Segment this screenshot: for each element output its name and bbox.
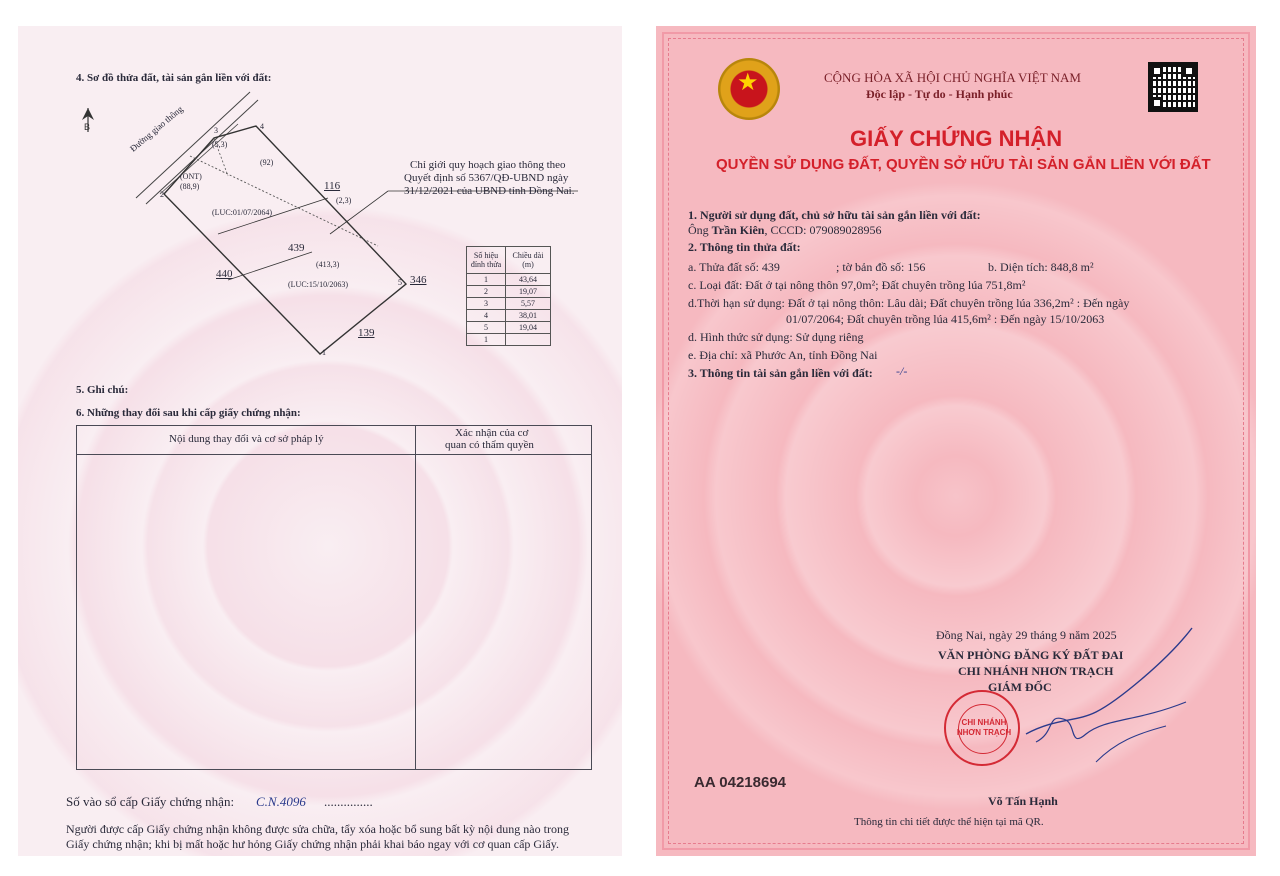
parcel-area: b. Diện tích: 848,8 m² bbox=[988, 260, 1094, 274]
usage-term-2: 01/07/2064; Đất chuyên trồng lúa 415,6m² : Đến ngày 15/10/2063 bbox=[786, 312, 1105, 326]
official-seal-icon bbox=[944, 690, 1020, 766]
table-row bbox=[467, 310, 551, 322]
length-cell: 19,07 bbox=[506, 286, 551, 298]
edge-length-table bbox=[466, 246, 551, 346]
usage-term-1: d.Thời hạn sử dụng: Đất ở tại nông thôn: Lâu dài; Đất chuyên trồng lúa 336,2m² : Đến ngày bbox=[688, 296, 1130, 310]
table-row bbox=[467, 334, 551, 346]
changes-col-content: Nội dung thay đổi và cơ sở pháp lý bbox=[169, 433, 324, 445]
planning-note-1: Chỉ giới quy hoạch giao thông theo bbox=[410, 159, 566, 171]
vertex-cell: 3 bbox=[467, 298, 506, 310]
owner-line bbox=[688, 223, 881, 238]
table-row bbox=[467, 286, 551, 298]
changes-heading: 6. Những thay đổi sau khi cấp giấy chứng nhận: bbox=[76, 407, 301, 419]
serial-number: AA 04218694 bbox=[694, 774, 787, 791]
warning-line-1: Người được cấp Giấy chứng nhận không được sửa chữa, tẩy xóa hoặc bổ sung bất kỳ nội dung nào trong bbox=[66, 822, 569, 836]
map-label-23: (2,3) bbox=[336, 196, 352, 205]
usage-form: d. Hình thức sử dụng: Sử dụng riêng bbox=[688, 330, 864, 344]
signer-name: Võ Tấn Hạnh bbox=[988, 794, 1058, 808]
qr-code-icon bbox=[1148, 62, 1198, 112]
nation-motto: Độc lập - Tự do - Hạnh phúc bbox=[866, 87, 1013, 101]
seal-text: CHI NHÁNH NHƠN TRẠCH bbox=[956, 718, 1012, 737]
changes-col-confirm-1: Xác nhận của cơ bbox=[455, 427, 529, 439]
table-row bbox=[467, 322, 551, 334]
planning-note-2: Quyết định số 5367/QĐ-UBND ngày bbox=[404, 172, 569, 184]
vertex-cell: 2 bbox=[467, 286, 506, 298]
table-row bbox=[467, 274, 551, 286]
map-label-439: 439 bbox=[288, 242, 305, 254]
vertex-4: 4 bbox=[260, 122, 264, 131]
address: e. Địa chỉ: xã Phước An, tỉnh Đồng Nai bbox=[688, 348, 878, 362]
map-label-346: 346 bbox=[410, 274, 427, 286]
section-2-heading: 2. Thông tin thửa đất: bbox=[688, 240, 801, 254]
map-label-92: (92) bbox=[260, 158, 274, 167]
length-cell: 19,04 bbox=[506, 322, 551, 334]
national-emblem-icon: ★ bbox=[718, 58, 780, 120]
certificate-front-page bbox=[656, 26, 1256, 856]
vertex-5: 5 bbox=[398, 278, 402, 287]
vertex-cell: 5 bbox=[467, 322, 506, 334]
parcel-number: a. Thửa đất số: 439 bbox=[688, 260, 780, 274]
owner-name: Trần Kiên bbox=[711, 223, 765, 237]
north-arrow-icon bbox=[82, 108, 94, 132]
length-cell: 5,57 bbox=[506, 298, 551, 310]
map-label-4133: (413,3) bbox=[316, 260, 340, 269]
map-label-116: 116 bbox=[324, 180, 341, 192]
qr-footer: Thông tin chi tiết được thể hiện tại mã QR. bbox=[854, 816, 1044, 828]
map-label-ont-area: (88,9) bbox=[180, 182, 200, 191]
owner-prefix: Ông bbox=[688, 223, 712, 237]
nation-name: CỘNG HÒA XÃ HỘI CHỦ NGHĨA VIỆT NAM bbox=[824, 70, 1081, 85]
vertex-2: 2 bbox=[160, 190, 164, 199]
vertex-cell: 1 bbox=[467, 274, 506, 286]
notes-heading: 5. Ghi chú: bbox=[76, 384, 129, 396]
certificate-subtitle: QUYỀN SỬ DỤNG ĐẤT, QUYỀN SỞ HỮU TÀI SẢN GẮN LIỀN VỚI ĐẤT bbox=[716, 156, 1211, 173]
map-label-luc1: (LUC:01/07/2064) bbox=[212, 208, 272, 217]
changes-table bbox=[76, 425, 592, 770]
office-name-1: VĂN PHÒNG ĐĂNG KÝ ĐẤT ĐAI bbox=[938, 648, 1124, 662]
map-label-luc2: (LUC:15/10/2063) bbox=[288, 280, 348, 289]
changes-col-confirm-2: quan có thẩm quyền bbox=[445, 439, 534, 451]
land-type: c. Loại đất: Đất ở tại nông thôn 97,0m²; Đất chuyên trồng lúa 751,8m² bbox=[688, 278, 1026, 292]
map-label-ont: (ONT) bbox=[180, 172, 202, 181]
svg-text:B: B bbox=[84, 122, 91, 132]
vertex-1: 1 bbox=[322, 348, 326, 357]
edge-table-header-length: Chiều dài (m) bbox=[506, 247, 551, 274]
section-1-heading: 1. Người sử dụng đất, chủ sở hữu tài sản gắn liền với đất: bbox=[688, 208, 981, 222]
vertex-cell: 1 bbox=[467, 334, 506, 346]
map-label-440: 440 bbox=[216, 268, 233, 280]
registry-value: C.N.4096 bbox=[256, 794, 306, 809]
director-title: GIÁM ĐỐC bbox=[988, 680, 1052, 694]
certificate-title: GIẤY CHỨNG NHẬN bbox=[850, 126, 1063, 151]
length-cell: 43,64 bbox=[506, 274, 551, 286]
planning-note-3: 31/12/2021 của UBND tỉnh Đồng Nai. bbox=[404, 185, 575, 197]
registry-dots: ............... bbox=[324, 794, 373, 809]
map-label-139: 139 bbox=[358, 327, 375, 339]
certificate-back-page bbox=[18, 26, 622, 856]
owner-id: , CCCD: 079089028956 bbox=[764, 223, 882, 237]
edge-table-header-vertex: Số hiệu đỉnh thửa bbox=[467, 247, 506, 274]
section-3-value: -/- bbox=[896, 364, 908, 378]
section-3-heading: 3. Thông tin tài sản gắn liền với đất: bbox=[688, 366, 873, 380]
vertex-3: 3 bbox=[214, 126, 218, 135]
registry-label: Số vào sổ cấp Giấy chứng nhận: bbox=[66, 794, 235, 809]
warning-line-2: Giấy chứng nhận; khi bị mất hoặc hư hỏng Giấy chứng nhận phải khai báo ngay với cơ quan cấp Giấy. bbox=[66, 837, 559, 851]
road-label: Đường giao thông bbox=[128, 103, 185, 154]
signature-icon bbox=[1016, 622, 1196, 772]
length-cell: 38,01 bbox=[506, 310, 551, 322]
table-row bbox=[467, 298, 551, 310]
vertex-cell: 4 bbox=[467, 310, 506, 322]
map-heading: 4. Sơ đồ thửa đất, tài sản gắn liền với đất: bbox=[76, 72, 272, 84]
map-label-53: (5,3) bbox=[212, 140, 228, 149]
map-sheet: ; tờ bản đồ số: 156 bbox=[836, 260, 926, 274]
length-cell bbox=[506, 334, 551, 346]
issue-date: Đồng Nai, ngày 29 tháng 9 năm 2025 bbox=[936, 628, 1117, 642]
office-name-2: CHI NHÁNH NHƠN TRẠCH bbox=[958, 664, 1114, 678]
